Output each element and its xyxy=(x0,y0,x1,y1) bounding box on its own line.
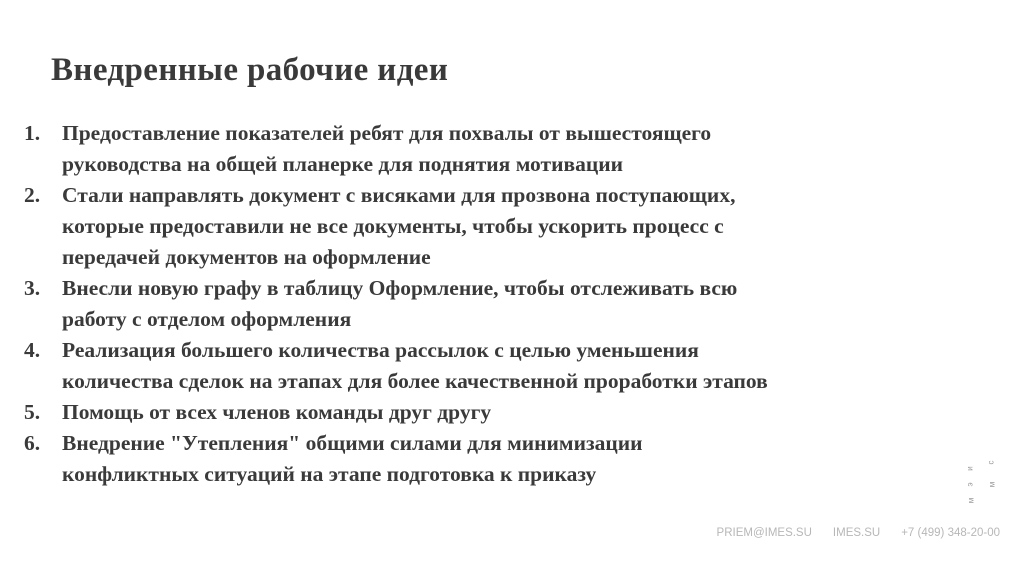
item-number: 3. xyxy=(24,276,41,300)
item-text: Внедрение "Утепления" общими силами для минимизации конфликтных ситуаций на этапе подготовка к приказу xyxy=(62,431,643,486)
item-number: 5. xyxy=(24,400,41,424)
item-number: 6. xyxy=(24,431,41,455)
list-item xyxy=(24,397,984,428)
side-logo-letter: и xyxy=(965,466,975,471)
list-item xyxy=(24,273,984,335)
footer-contacts xyxy=(717,527,1000,539)
footer-email[interactable]: PRIEM@IMES.SU xyxy=(716,527,812,539)
footer-phone: +7 (499) 348-20-00 xyxy=(901,527,1000,539)
list-item xyxy=(24,428,984,490)
item-text: Помощь от всех членов команды друг другу xyxy=(62,400,492,424)
item-text: Реализация большего количества рассылок с целью уменьшения количества сделок на этапах для более качественной проработки этапов xyxy=(62,338,768,393)
side-logo-letter: с xyxy=(986,460,996,465)
item-number: 1. xyxy=(24,121,41,145)
side-logo xyxy=(964,458,1004,508)
side-logo-letter: м xyxy=(966,497,976,504)
ideas-list xyxy=(24,118,984,490)
footer-site[interactable]: IMES.SU xyxy=(832,527,881,539)
list-item xyxy=(24,180,984,273)
item-text: Стали направлять документ с висяками для прозвона поступающих, которые предоставили не все документы, чтобы ускорить процесс с передачей документов на оформление xyxy=(62,183,736,269)
item-text: Внесли новую графу в таблицу Оформление, чтобы отслеживать всю работу с отделом оформления xyxy=(62,276,738,331)
side-logo-letter: м xyxy=(987,481,997,488)
slide-title: Внедренные рабочие идеи xyxy=(51,52,449,88)
item-number: 2. xyxy=(24,183,41,207)
item-text: Предоставление показателей ребят для похвалы от вышестоящего руководства на общей планерке для поднятия мотивации xyxy=(62,121,712,176)
list-item xyxy=(24,335,984,397)
item-number: 4. xyxy=(24,338,41,362)
side-logo-letter: э xyxy=(965,482,975,487)
list-item xyxy=(24,118,984,180)
